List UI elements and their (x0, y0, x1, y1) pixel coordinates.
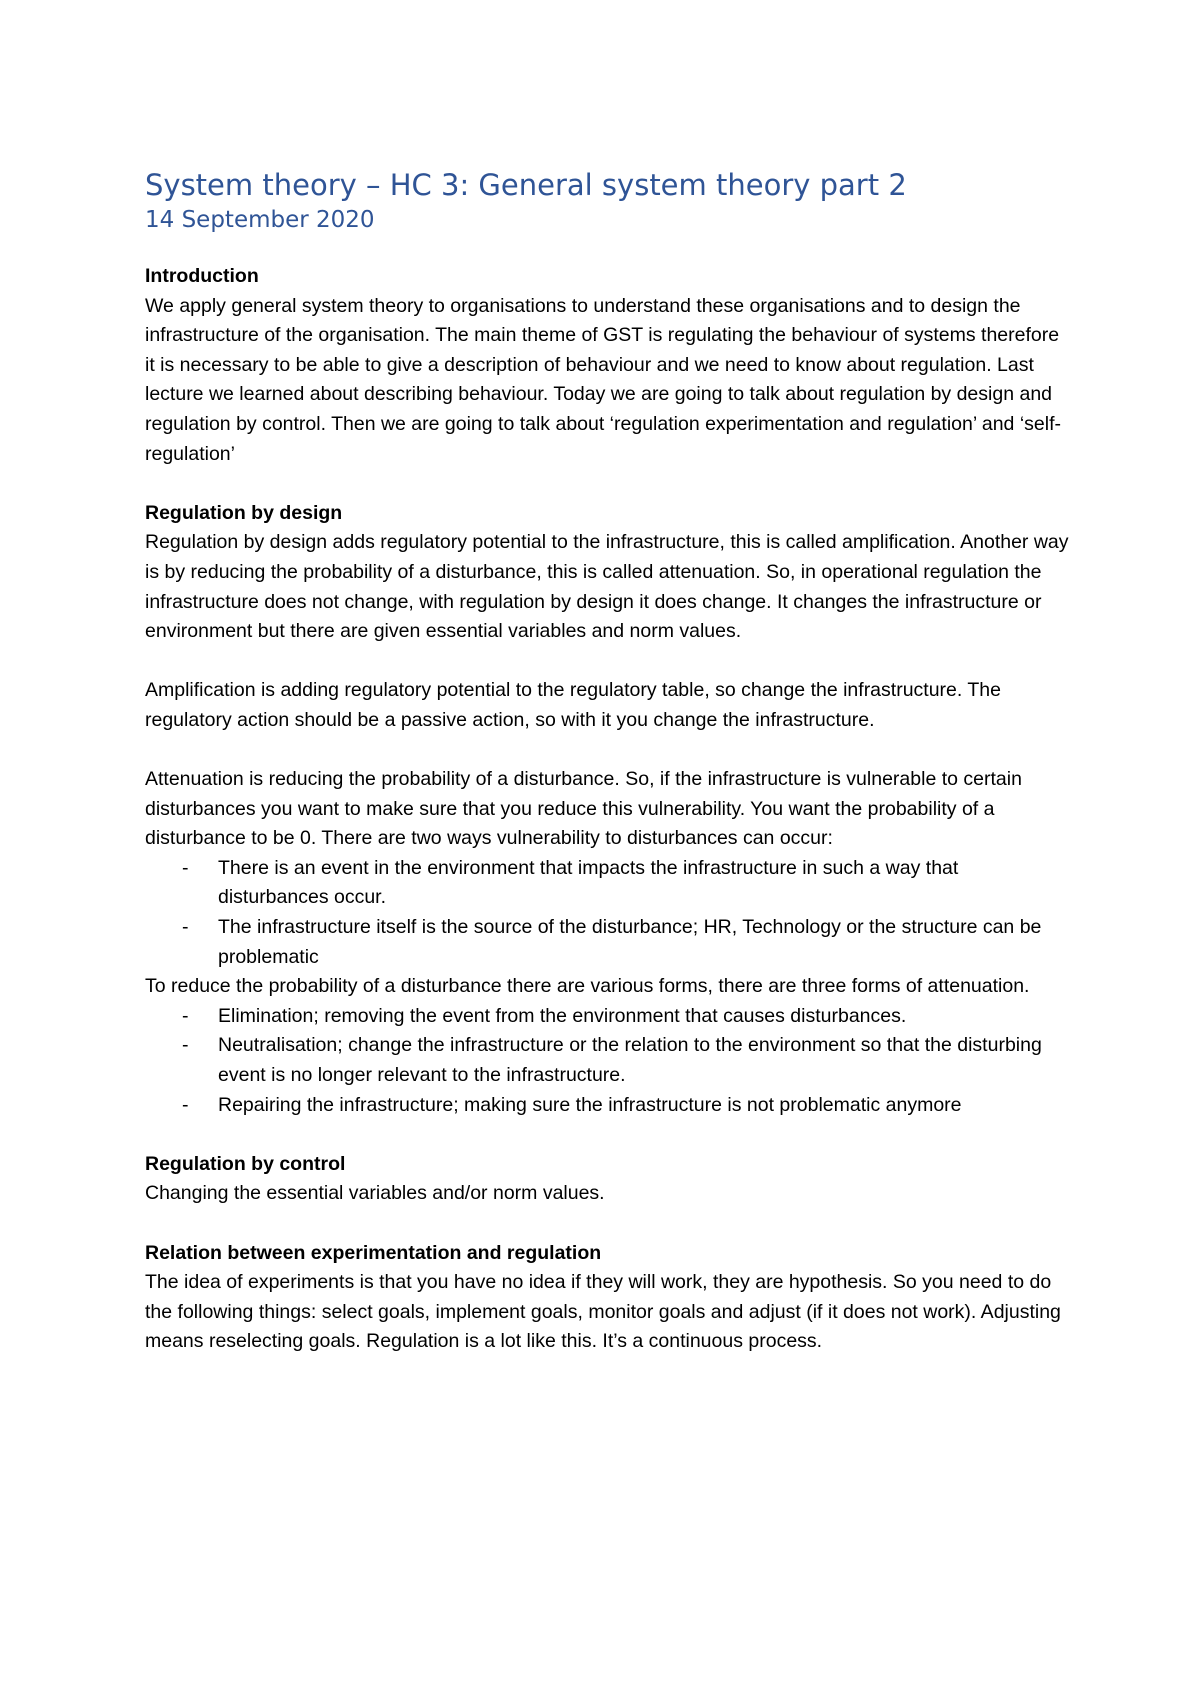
attenuation-list (145, 1002, 1070, 1120)
list-item: - Elimination; removing the event from the environment that causes disturbances. (218, 1002, 1070, 1032)
section-regulation-by-control (145, 1150, 1070, 1209)
section-heading-regulation-by-control: Regulation by control (145, 1152, 346, 1175)
list-item: - There is an event in the environment that impacts the infrastructure in such a way that disturbances occur. (218, 854, 1070, 913)
document-title: System theory – HC 3: General system theory part 2 (145, 168, 907, 202)
paragraph: We apply general system theory to organisations to understand these organisations and to design the infrastructure of the organisation. The main theme of GST is regulating the behaviour of systems therefore it is necessary to be able to give a description of behaviour and we need to know about regulation. Last lecture we learned about describing behaviour. Today we are going to talk about regulation by design and regulation by control. Then we are going to talk about ‘regulation experimentation and regulation’ and ‘self-regulation’ (145, 294, 1061, 465)
section-heading-experimentation: Relation between experimentation and regulation (145, 1241, 602, 1264)
list-item: - The infrastructure itself is the source of the disturbance; HR, Technology or the structure can be problematic (218, 913, 1070, 972)
paragraph: Regulation by design adds regulatory potential to the infrastructure, this is called amplification. Another way is by reducing the probability of a disturbance, this is called attenuation. So, in operational regulation the infrastructure does not change, with regulation by design it does change. It changes the infrastructure or environment but there are given essential variables and norm values. (145, 531, 1069, 643)
paragraph: To reduce the probability of a disturbance there are various forms, there are three forms of attenuation. (145, 975, 1030, 998)
list-item: - Repairing the infrastructure; making sure the infrastructure is not problematic anymore (218, 1091, 1070, 1121)
paragraph: Changing the essential variables and/or norm values. (145, 1182, 605, 1205)
list-item: - Neutralisation; change the infrastructure or the relation to the environment so that the disturbing event is no longer relevant to the infrastructure. (218, 1031, 1070, 1090)
vulnerability-list (145, 854, 1070, 972)
document-date: 14 September 2020 (145, 207, 375, 233)
paragraph: The idea of experiments is that you have no idea if they will work, they are hypothesis. So you need to do the following things: select goals, implement goals, monitor goals and adjust (if it does not work). Adjusting means reselecting goals. Regulation is a lot like this. It’s a continuous process. (145, 1271, 1061, 1353)
paragraph: Attenuation is reducing the probability of a disturbance. So, if the infrastructure is vulnerable to certain disturbances you want to make sure that you reduce this vulnerability. You want the probability of a disturbance to be 0. There are two ways vulnerability to disturbances can occur: (145, 768, 1022, 850)
section-heading-regulation-by-design: Regulation by design (145, 501, 343, 524)
section-experimentation (145, 1239, 1070, 1357)
section-regulation-by-design (145, 499, 1070, 1120)
paragraph: Amplification is adding regulatory potential to the regulatory table, so change the infrastructure. The regulatory action should be a passive action, so with it you change the infrastructure. (145, 679, 1001, 731)
section-heading-introduction: Introduction (145, 265, 259, 287)
section-introduction (145, 262, 1070, 469)
document-page (145, 166, 1070, 1357)
